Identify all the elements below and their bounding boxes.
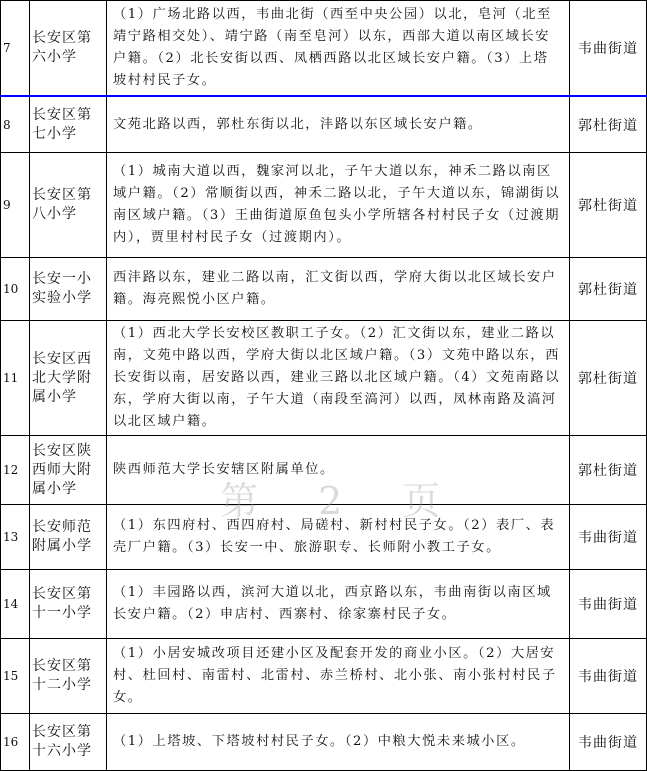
enrollment-area-cell: 陕西师范大学长安辖区附属单位。 (107, 436, 570, 505)
school-name-cell: 长安区第十六小学 (30, 714, 107, 771)
enrollment-area-cell: （1）小居安城改项目还建小区及配套开发的商业小区。（2）大居安村、杜回村、南雷村、北雷村、赤兰桥村、北小张、南小张村村民子女。 (107, 639, 570, 714)
subdistrict-cell: 郭杜街道 (570, 153, 647, 258)
enrollment-area-cell: 西沣路以东，建业二路以南，汇文街以西，学府大街以北区域长安户籍。海亮熙悦小区户籍。 (107, 258, 570, 321)
subdistrict-cell: 郭杜街道 (570, 258, 647, 321)
school-name-cell: 长安师范附属小学 (30, 505, 107, 570)
enrollment-area-cell: 文苑北路以西，郭杜东街以北，沣路以东区域长安户籍。 (107, 96, 570, 153)
enrollment-area-cell: （1）广场北路以西，韦曲北街（西至中央公园）以北，皂河（北至靖宁路相交处）、靖宁路（南至皂河）以东，西部大道以南区域长安户籍。（2）北长安街以西、凤栖西路以北区域长安户籍。（3）上塔坡村村民子女。 (107, 1, 570, 97)
table-row (1, 258, 647, 321)
table-row (1, 570, 647, 639)
row-number-cell: 11 (1, 321, 30, 436)
table-row (1, 96, 647, 153)
table-row (1, 505, 647, 570)
subdistrict-cell: 郭杜街道 (570, 321, 647, 436)
enrollment-area-cell: （1）西北大学长安校区教职工子女。（2）汇文街以东，建业二路以南，文苑中路以西，学府大街以北区域户籍。（3）文苑中路以东，西长安街以南，居安路以西，建业三路以北区域户籍。（4）文苑南路以东，学府大街以南，子午大道（南段至滈河）以西，凤林南路及滈河以北区域户籍。 (107, 321, 570, 436)
row-number-cell: 9 (1, 153, 30, 258)
subdistrict-cell: 韦曲街道 (570, 639, 647, 714)
row-number-cell: 13 (1, 505, 30, 570)
enrollment-area-cell: （1）城南大道以西，魏家河以北，子午大道以东，神禾二路以南区域户籍。（2）常顺街以西，神禾二路以北，子午大道以东，锦湖街以南区域户籍。（3）王曲街道原鱼包头小学所辖各村村民子女（过渡期内），贾里村村民子女（过渡期内）。 (107, 153, 570, 258)
row-number-cell: 8 (1, 96, 30, 153)
table-row (1, 321, 647, 436)
subdistrict-cell: 韦曲街道 (570, 714, 647, 771)
table-row (1, 1, 647, 97)
school-name-cell: 长安区第十一小学 (30, 570, 107, 639)
school-name-cell: 长安一小实验小学 (30, 258, 107, 321)
school-name-cell: 长安区第八小学 (30, 153, 107, 258)
school-name-cell: 长安区西北大学附属小学 (30, 321, 107, 436)
subdistrict-cell: 韦曲街道 (570, 570, 647, 639)
enrollment-area-cell: （1）东四府村、西四府村、局磋村、新村村民子女。（2）表厂、表壳厂户籍。（3）长安一中、旅游职专、长师附小教工子女。 (107, 505, 570, 570)
row-number-cell: 15 (1, 639, 30, 714)
school-name-cell: 长安区第十二小学 (30, 639, 107, 714)
row-number-cell: 10 (1, 258, 30, 321)
row-number-cell: 14 (1, 570, 30, 639)
enrollment-area-cell: （1）丰园路以西，滨河大道以北，西京路以东，韦曲南街以南区域长安户籍。（2）申店村、西寨村、徐家寨村民子女。 (107, 570, 570, 639)
watermark-text: 第 2 页 (220, 479, 465, 523)
table-row (1, 639, 647, 714)
row-number-cell: 12 (1, 436, 30, 505)
table-row (1, 153, 647, 258)
school-name-cell: 长安区陕西师大附属小学 (30, 436, 107, 505)
subdistrict-cell: 郭杜街道 (570, 96, 647, 153)
table-row (1, 436, 647, 505)
subdistrict-cell: 郭杜街道 (570, 436, 647, 505)
school-name-cell: 长安区第六小学 (30, 1, 107, 97)
table-body (1, 1, 647, 771)
subdistrict-cell: 韦曲街道 (570, 1, 647, 97)
subdistrict-cell: 韦曲街道 (570, 505, 647, 570)
row-number-cell: 7 (1, 1, 30, 97)
table-row (1, 714, 647, 771)
enrollment-area-cell: （1）上塔坡、下塔坡村村民子女。（2）中粮大悦未来城小区。 (107, 714, 570, 771)
school-name-cell: 长安区第七小学 (30, 96, 107, 153)
row-number-cell: 16 (1, 714, 30, 771)
